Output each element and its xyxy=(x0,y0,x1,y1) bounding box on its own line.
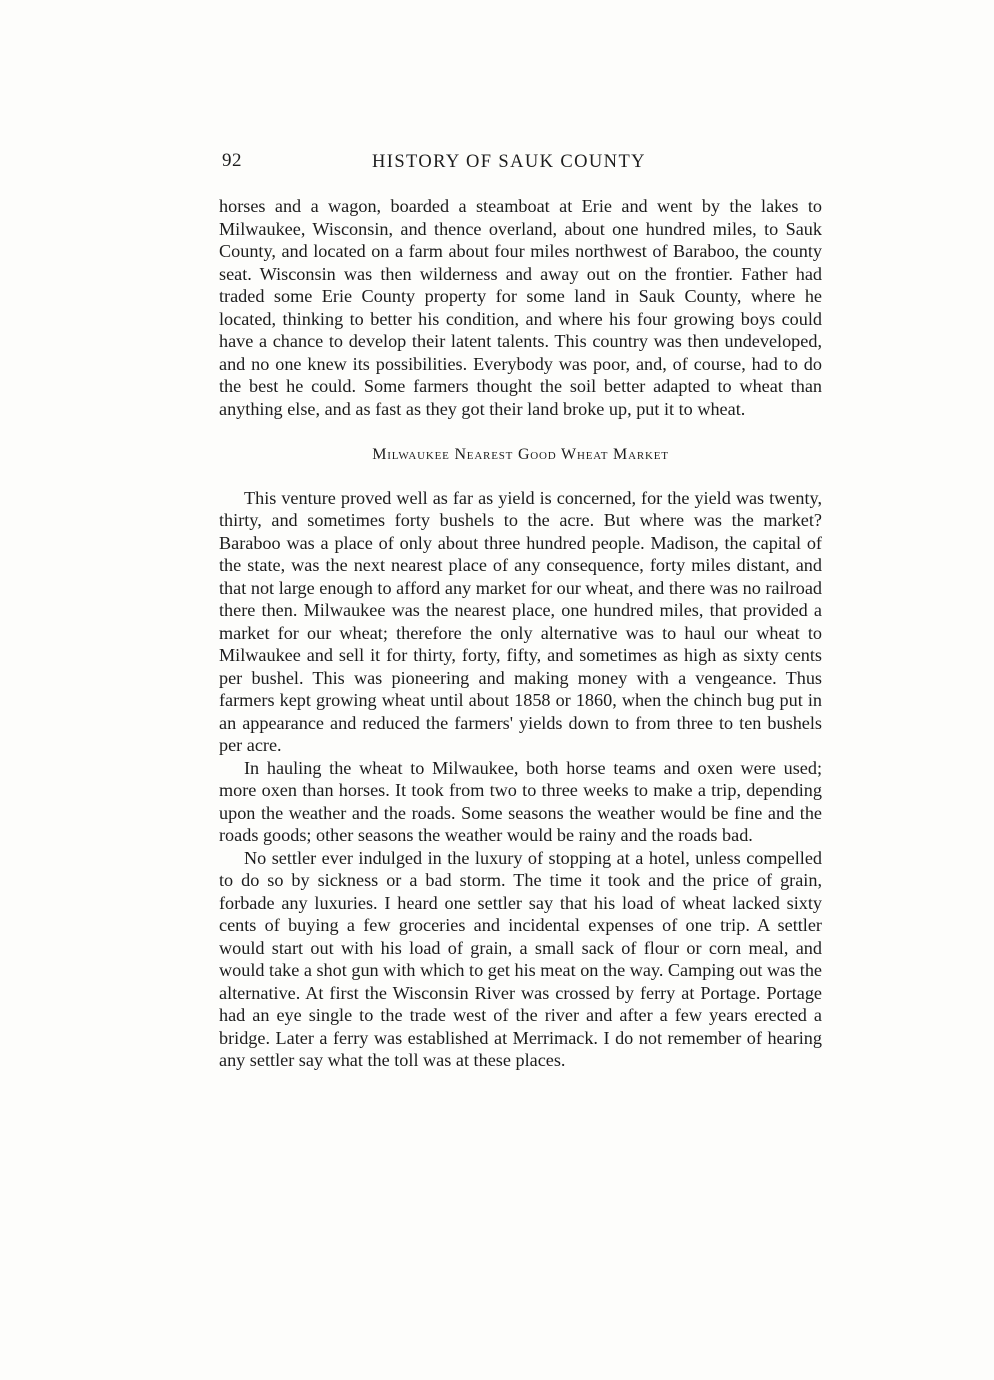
paragraph-continued: horses and a wagon, boarded a steamboat at Erie and went by the lakes to Milwaukee, Wisconsin, and thence overland, about one hundred miles, to Sauk County, and located on a farm about four miles northwest of Baraboo, the county seat. Wisconsin was then wilderness and away out on the frontier. Father had traded some Erie County property for some land in Sauk County, where he located, thinking to better his condition, and where his four growing boys could have a chance to develop their latent talents. This country was then undeveloped, and no one knew its possibilities. Everybody was poor, and, of course, had to do the best he could. Some farmers thought the soil better adapted to wheat than anything else, and as fast as they got their land broke up, put it to wheat. xyxy=(219,196,822,419)
paragraph: This venture proved well as far as yield is concerned, for the yield was twenty, thirty, and sometimes forty bushels to the acre. But where was the market? Baraboo was a place of only about three hundred people. Madison, the capital of the state, was the next nearest place of any consequence, forty miles distant, and that not large enough to afford any market for our wheat, and there was no railroad there then. Milwaukee was the nearest place, one hundred miles, that provided a market for our wheat; therefore the only alternative was to haul our wheat to Milwaukee and sell it for thirty, forty, fifty, and sometimes as high as sixty cents per bushel. This was pioneering and making money with a vengeance. Thus farmers kept growing wheat until about 1858 or 1860, when the chinch bug put in an appearance and reduced the farmers' yields down to from three to ten bushels per acre. xyxy=(219,487,822,755)
paragraph: In hauling the wheat to Milwaukee, both horse teams and oxen were used; more oxen than horses. It took from two to three weeks to make a trip, depending upon the weather and the roads. Some seasons the weather would be fine and the roads goods; other seasons the weather would be rainy and the roads bad. xyxy=(219,757,822,845)
page-header xyxy=(220,150,820,180)
paragraph: No settler ever indulged in the luxury of stopping at a hotel, unless compelled to do so by sickness or a bad storm. The time it took and the price of grain, forbade any luxuries. I heard one settler say that his load of wheat lacked sixty cents of buying a few groceries and incidental expenses of one trip. A settler would start out with his load of grain, a small sack of flour or corn meal, and would take a shot gun with which to get his meat on the way. Camping out was the alternative. At first the Wisconsin River was crossed by ferry at Portage. Portage had an eye single to the trade west of the river and after a few years erected a bridge. Later a ferry was established at Merrimack. I do not remember of hearing any settler say what the toll was at these places. xyxy=(219,847,822,1070)
section-heading: Milwaukee Nearest Good Wheat Market xyxy=(372,446,669,463)
page-number: 92 xyxy=(222,150,242,171)
running-title: HISTORY OF SAUK COUNTY xyxy=(372,152,646,172)
page-body xyxy=(219,195,822,1072)
